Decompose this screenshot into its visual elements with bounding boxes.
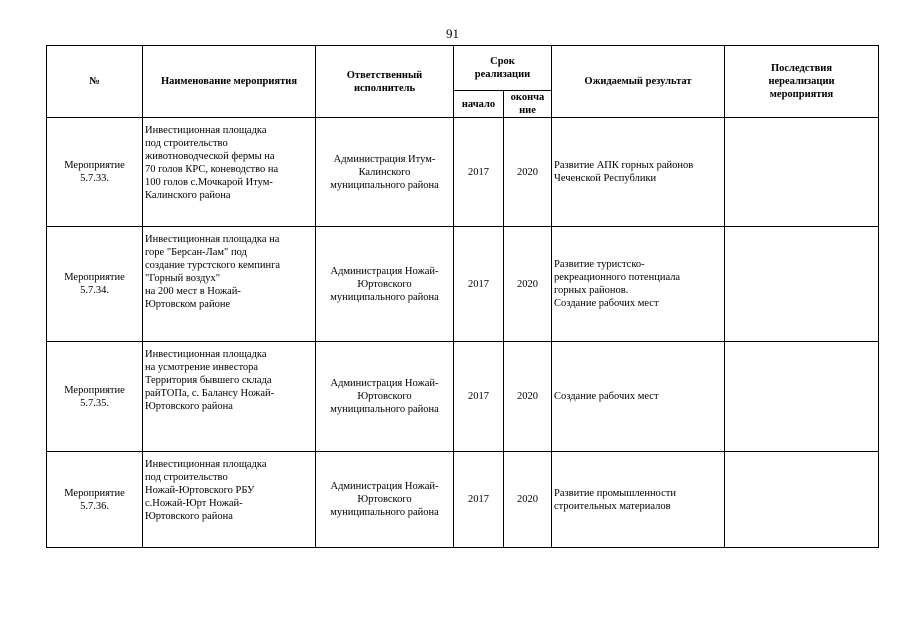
- cell-responsible: Администрация Ножай- Юртовского муниципального района: [316, 227, 454, 342]
- cell-name: Инвестиционная площадка под строительство Ножай-Юртовского РБУ с.Ножай-Юрт Ножай- Юртовского района: [143, 452, 316, 548]
- cell-number: Мероприятие 5.7.34.: [47, 227, 143, 342]
- cell-end: 2020: [504, 342, 552, 452]
- cell-name: Инвестиционная площадка на усмотрение инвестора Территория бывшего склада райТОПа, с. Балансу Ножай- Юртовского района: [143, 342, 316, 452]
- cell-number: Мероприятие 5.7.36.: [47, 452, 143, 548]
- cell-end: 2020: [504, 452, 552, 548]
- cell-responsible: Администрация Итум- Калинского муниципального района: [316, 118, 454, 227]
- cell-start: 2017: [454, 452, 504, 548]
- cell-consequences: [725, 118, 879, 227]
- cell-name: Инвестиционная площадка на горе "Берсан-Лам" под создание турстского кемпинга "Горный воздух" на 200 мест в Ножай- Юртовском районе: [143, 227, 316, 342]
- page-number: 91: [446, 26, 459, 41]
- cell-expected: Развитие АПК горных районов Чеченской Республики: [552, 118, 725, 227]
- header-end: оконча ние: [504, 91, 552, 118]
- cell-start: 2017: [454, 227, 504, 342]
- cell-expected: Создание рабочих мест: [552, 342, 725, 452]
- cell-name: Инвестиционная площадка под строительство животноводческой фермы на 70 голов КРС, коневодство на 100 голов с.Мочкарой Итум- Калинского района: [143, 118, 316, 227]
- header-consequences: Последствия нереализации мероприятия: [725, 46, 879, 118]
- table-row: [47, 452, 879, 548]
- header-start: начало: [454, 91, 504, 118]
- header-name: Наименование мероприятия: [143, 46, 316, 118]
- table-row: [47, 227, 879, 342]
- cell-end: 2020: [504, 118, 552, 227]
- table-row: [47, 342, 879, 452]
- measures-table: [46, 45, 879, 548]
- header-period: Срок реализации: [454, 46, 552, 91]
- header-responsible: Ответственный исполнитель: [316, 46, 454, 118]
- header-expected: Ожидаемый результат: [552, 46, 725, 118]
- cell-consequences: [725, 227, 879, 342]
- cell-responsible: Администрация Ножай- Юртовского муниципального района: [316, 342, 454, 452]
- table-row: [47, 118, 879, 227]
- cell-number: Мероприятие 5.7.33.: [47, 118, 143, 227]
- cell-consequences: [725, 452, 879, 548]
- cell-expected: Развитие туристско- рекреационного потенциала горных районов. Создание рабочих мест: [552, 227, 725, 342]
- cell-start: 2017: [454, 342, 504, 452]
- cell-expected: Развитие промышленности строительных материалов: [552, 452, 725, 548]
- header-number: №: [47, 46, 143, 118]
- cell-number: Мероприятие 5.7.35.: [47, 342, 143, 452]
- cell-end: 2020: [504, 227, 552, 342]
- cell-responsible: Администрация Ножай- Юртовского муниципального района: [316, 452, 454, 548]
- header-row: [47, 46, 879, 91]
- cell-start: 2017: [454, 118, 504, 227]
- cell-consequences: [725, 342, 879, 452]
